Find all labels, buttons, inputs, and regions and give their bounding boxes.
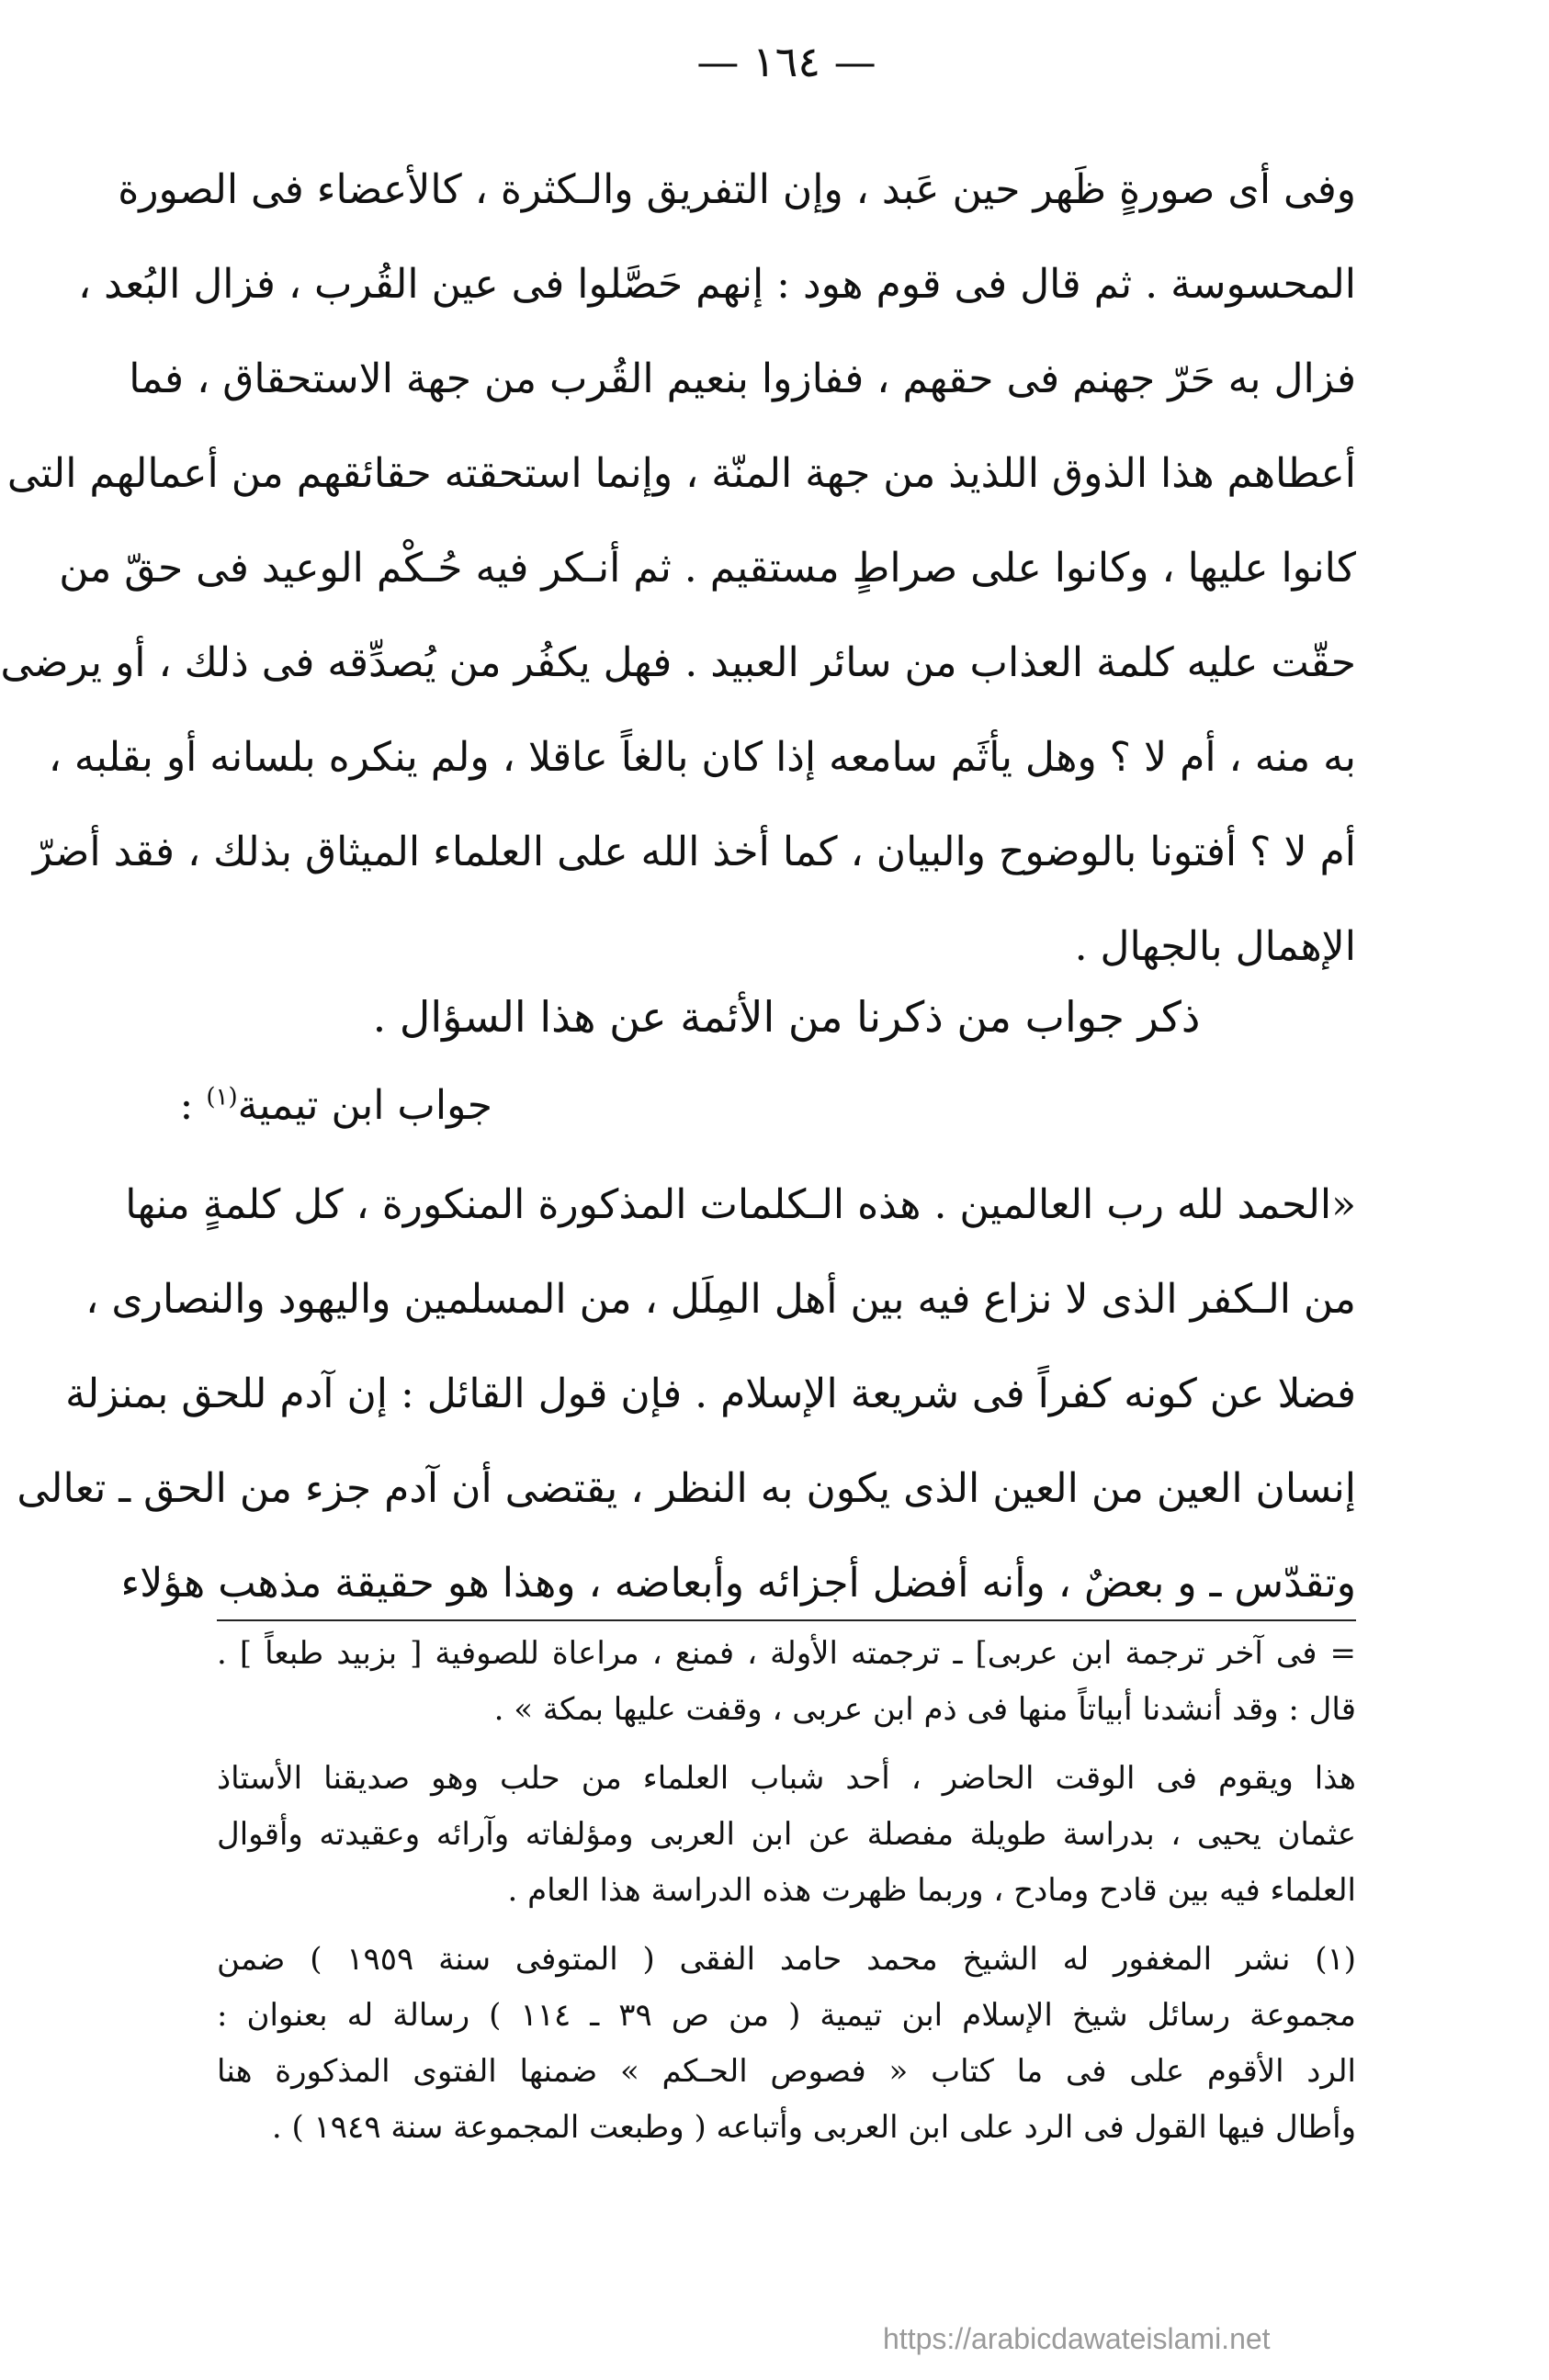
page-number: — ١٦٤ —	[696, 37, 876, 86]
section-heading: ذكر جواب من ذكرنا من الأئمة عن هذا السؤال .	[372, 992, 1201, 1042]
body-line: المحسوسة . ثم قال فى قوم هود : إنهم حَصَّلوا فى عين القُرب ، فزال البُعد ،	[77, 261, 1356, 308]
footnote-line: عثمان يحيى ، بدراسة طويلة مفصلة عن ابن العربى ومؤلفاته وآرائه وعقيدته وأقوال	[217, 1816, 1356, 1853]
footnote-note	[217, 1751, 1356, 1919]
answer-line: وتقدّس ـ و بعضٌ ، وأنه أفضل أجزائه وأبعاضه ، وهذا هو حقيقة مذهب هؤلاء	[120, 1560, 1356, 1607]
question-body	[0, 142, 1356, 994]
answer-line: من الـكفر الذى لا نزاع فيه بين أهل المِلَل ، من المسلمين واليهود والنصارى ،	[85, 1276, 1356, 1323]
source-watermark: https://arabicdawateislami.net	[883, 2322, 1271, 2355]
body-line: الإهمال بالجهال .	[1074, 923, 1356, 970]
footnote-line: هذا ويقوم فى الوقت الحاضر ، أحد شباب العلماء من حلب وهو صديقنا الأستاذ	[217, 1760, 1356, 1797]
answer-heading-text: جواب ابن تيمية	[237, 1082, 492, 1129]
footnote-divider	[217, 1619, 1356, 1621]
footnote-marker: (١)	[206, 1083, 238, 1111]
body-line: به منه ، أم لا ؟ وهل يأثَم سامعه إذا كان بالغاً عاقلا ، ولم ينكره بلسانه أو بقلبه ،	[48, 734, 1356, 781]
footnote-line: = فى آخر ترجمة ابن عربى] ـ ترجمته الأولة ، فمنع ، مراعاة للصوفية [ بزبيد طبعاً ] .	[217, 1635, 1356, 1672]
answer-heading	[179, 1082, 492, 1129]
answer-body	[17, 1157, 1356, 1630]
answer-heading-colon: :	[179, 1082, 194, 1129]
body-line: أم لا ؟ أفتونا بالوضوح والبيان ، كما أخذ الله على العلماء الميثاق بذلك ، فقد أضرّ	[32, 829, 1356, 875]
footnote-line: مجموعة رسائل شيخ الإسلام ابن تيمية ( من ص ٣٩ ـ ١١٤ ) رسالة له بعنوان :	[217, 1997, 1357, 2034]
footnote-line: الرد الأقوم على فى ما كتاب « فصوص الحـكم » ضمنها الفتوى المذكورة هنا	[217, 2053, 1356, 2090]
answer-line: «الحمد لله رب العالمين . هذه الـكلمات المذكورة المنكورة ، كل كلمةٍ منها	[125, 1181, 1356, 1228]
body-line: حقّت عليه كلمة العذاب من سائر العبيد . فهل يكفُر من يُصدِّقه فى ذلك ، أو يرضى	[0, 639, 1356, 686]
footnote-one	[217, 1932, 1356, 2156]
footnote-line: قال : وقد أنشدنا أبياتاً منها فى ذم ابن عربى ، وقفت عليها بمكة » .	[493, 1691, 1356, 1728]
answer-line: فضلا عن كونه كفراً فى شريعة الإسلام . فإن قول القائل : إن آدم للحق بمنزلة	[65, 1370, 1356, 1417]
footnote-continuation	[217, 1626, 1356, 1738]
footnote-line: العلماء فيه بين قادح ومادح ، وربما ظهرت هذه الدراسة هذا العام .	[507, 1872, 1356, 1909]
footnote-line: (١) نشر المغفور له الشيخ محمد حامد الفقى ( المتوفى سنة ١٩٥٩ ) ضمن	[217, 1941, 1356, 1978]
body-line: أعطاهم هذا الذوق اللذيذ من جهة المنّة ، وإنما استحقته حقائقهم من أعمالهم التى	[6, 450, 1356, 497]
footnotes	[217, 1626, 1356, 2169]
footnote-line: وأطال فيها القول فى الرد على ابن العربى وأتباعه ( وطبعت المجموعة سنة ١٩٤٩ ) .	[271, 2109, 1356, 2146]
body-line: كانوا عليها ، وكانوا على صراطٍ مستقيم . ثم أنـكر فيه حُـكْم الوعيد فى حقّ من	[59, 545, 1356, 592]
body-line: وفى أى صورةٍ ظَهر حين عَبد ، وإن التفريق والـكثرة ، كالأعضاء فى الصورة	[118, 166, 1356, 213]
body-line: فزال به حَرّ جهنم فى حقهم ، ففازوا بنعيم القُرب من جهة الاستحقاق ، فما	[129, 355, 1356, 402]
answer-line: إنسان العين من العين الذى يكون به النظر ، يقتضى أن آدم جزء من الحق ـ تعالى	[17, 1465, 1356, 1512]
